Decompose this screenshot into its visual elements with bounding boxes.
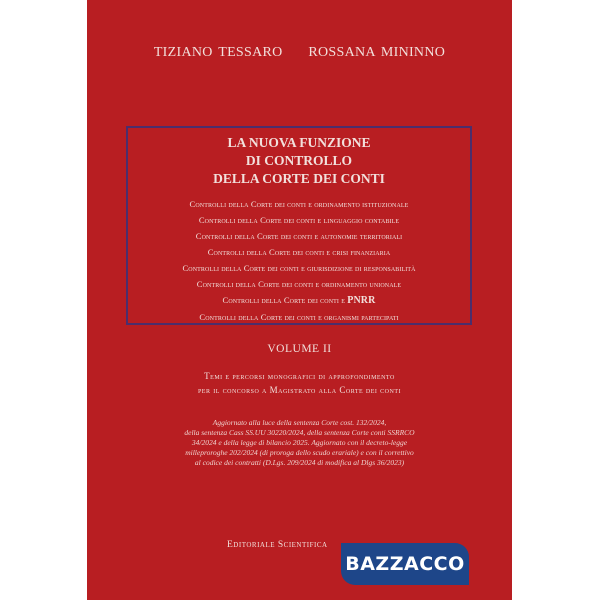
topic-line: Controlli della Corte dei conti e crisi finanziaria	[207, 247, 391, 257]
notes-line: 34/2024 e della legge di bilancio 2025. Aggiornato con il decreto-legge	[191, 438, 408, 447]
badge-label: BAZZACCO	[345, 553, 465, 575]
topic-line: Controlli della Corte dei conti e giurisdizione di responsabilità	[182, 263, 416, 273]
notes-line: della sentenza Cass SS.UU 30220/2024, della sentenza Corte conti SSRRCO	[184, 428, 415, 437]
subtitle-line: per il concorso a Magistrato alla Corte dei conti	[197, 385, 402, 395]
volume-label: VOLUME II	[267, 343, 332, 355]
topic-line-pnrr	[128, 292, 470, 309]
pnrr-label: PNRR	[347, 295, 376, 306]
author-1: TIZIANO TESSARO	[153, 45, 283, 60]
subtitle-line: Temi e percorsi monografici di approfondimento	[204, 371, 395, 381]
notes-line: milleproroghe 202/2024 (di proroga dello scudo erariale) e con il correttivo	[185, 448, 414, 457]
title-box	[126, 126, 472, 325]
book-title	[128, 134, 470, 188]
topic-line: Controlli della Corte dei conti e organismi partecipati	[199, 312, 399, 322]
bazzacco-badge	[341, 543, 469, 585]
topic-text: Controlli della Corte dei conti e	[222, 295, 348, 305]
topic-line: Controlli della Corte dei conti e ordinamento unionale	[196, 279, 402, 289]
title-line: LA NUOVA FUNZIONE	[227, 135, 371, 150]
topic-line: Controlli della Corte dei conti e linguaggio contabile	[198, 215, 400, 225]
topic-line: Controlli della Corte dei conti e autonomie territoriali	[195, 231, 403, 241]
topic-line: Controlli della Corte dei conti e ordinamento istituzionale	[189, 199, 409, 209]
book-cover	[87, 0, 512, 600]
author-2: ROSSANA MININNO	[308, 45, 446, 60]
authors	[87, 45, 512, 61]
title-line: DELLA CORTE DEI CONTI	[213, 171, 385, 186]
subtitle	[87, 369, 512, 397]
notes-line: al codice dei contratti (D.Lgs. 209/2024 di modifica al Dlgs 36/2023)	[194, 458, 405, 467]
publisher-name: Editoriale Scientifica	[227, 540, 328, 550]
update-notes	[87, 418, 512, 468]
notes-line: Aggiornato alla luce della sentenza Corte cost. 132/2024,	[212, 418, 387, 427]
topics-list	[128, 196, 470, 325]
title-line: DI CONTROLLO	[245, 153, 353, 168]
